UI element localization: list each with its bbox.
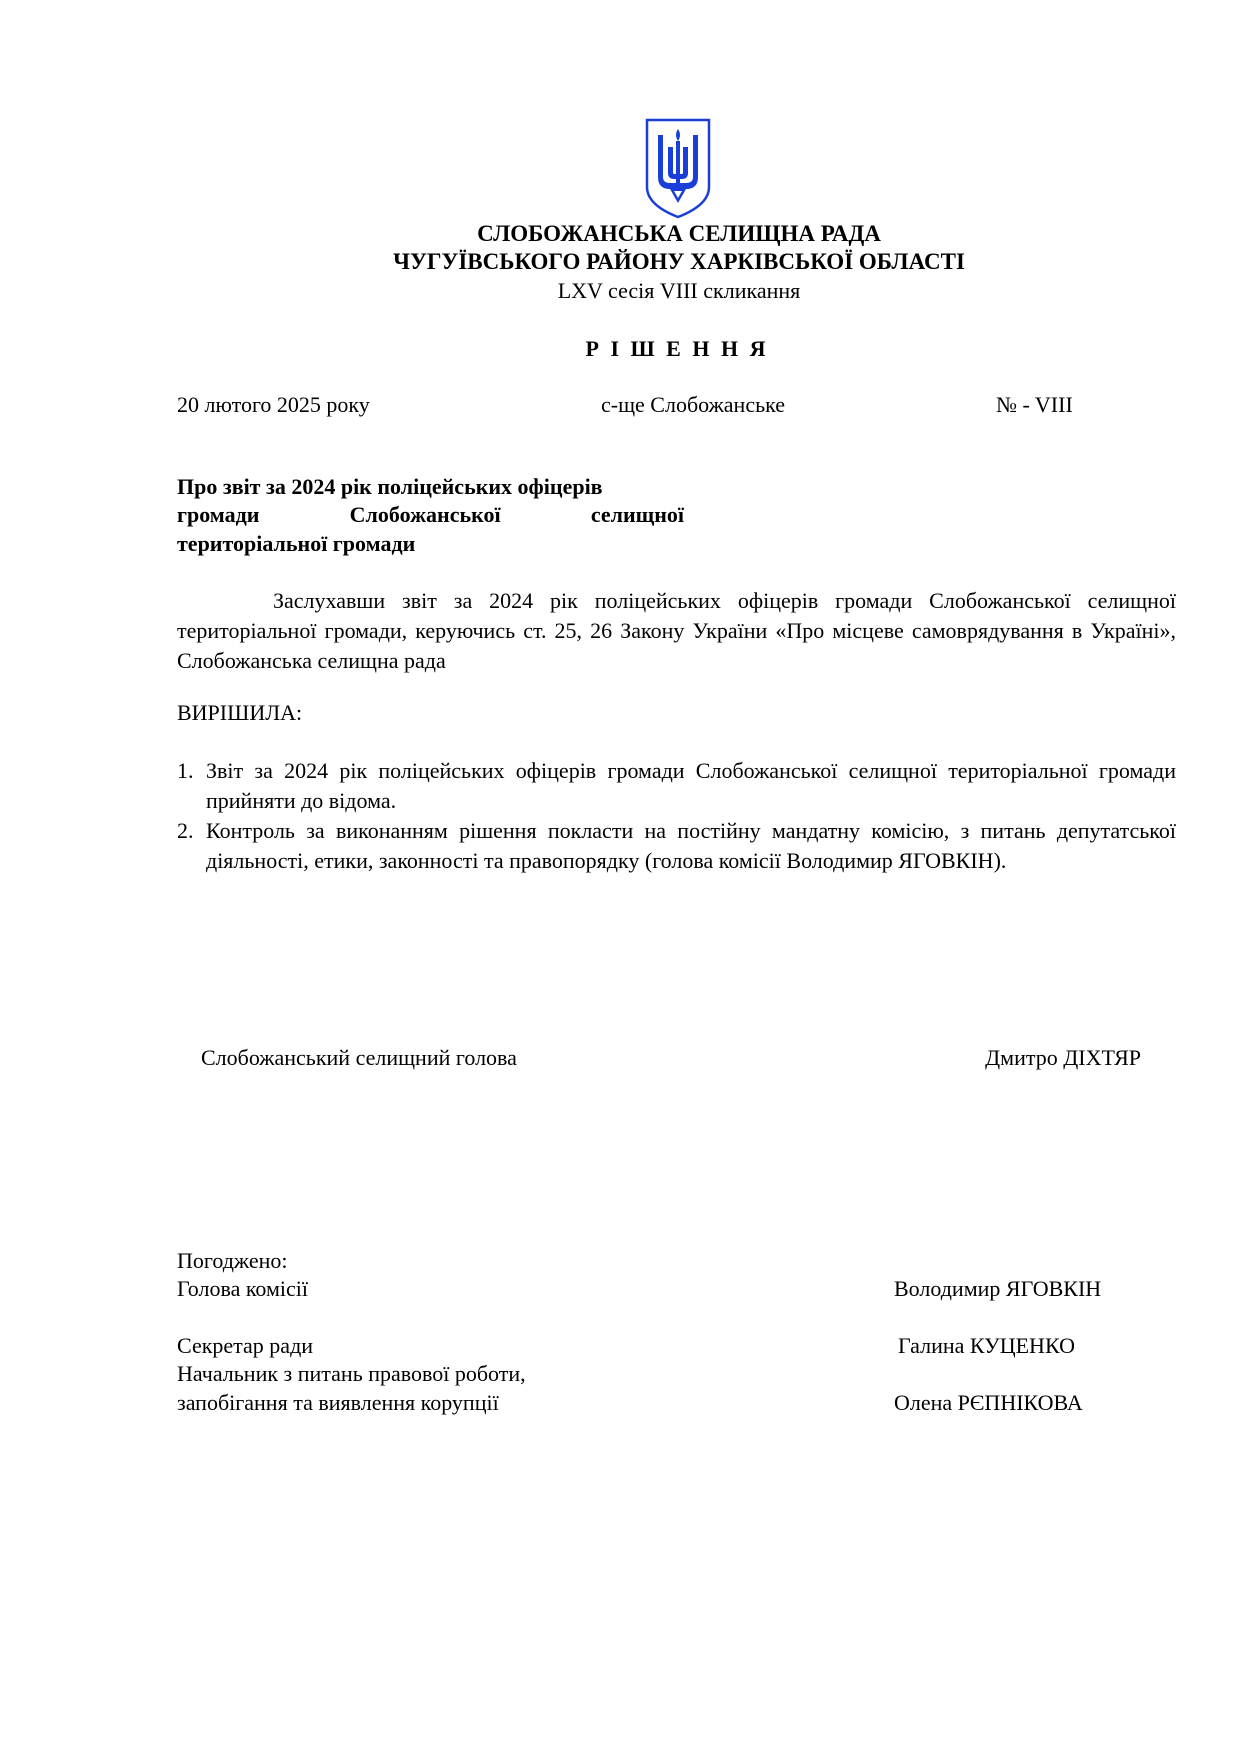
subject-line-1: Про звіт за 2024 рік поліцейських офіцерів	[177, 474, 603, 499]
document-place: с-ще Слобожанське	[601, 392, 786, 417]
approver-role: Начальник з питань правової роботи,	[177, 1361, 526, 1386]
approver-name: Галина КУЦЕНКО	[898, 1333, 1075, 1358]
list-item-text: Звіт за 2024 рік поліцейських офіцерів громади Слобожанської селищної територіальної громади прийняти до відома.	[206, 758, 1176, 813]
preamble-text: Заслухавши звіт за 2024 рік поліцейських офіцерів громади Слобожанської селищної територіальної громади, керуючись ст. 25, 26 Закону України «Про місцеве самоврядування в Україні», Слобожанська селищна рада	[177, 588, 1176, 673]
subject-line-3: територіальної громади	[177, 531, 416, 556]
approver-role: запобігання та виявлення корупції	[177, 1390, 499, 1415]
document-title: Р І Ш Е Н Н Я	[585, 336, 769, 361]
decided-heading: ВИРІШИЛА:	[177, 700, 303, 725]
signatory-position: Слобожанський селищний голова	[201, 1045, 517, 1070]
ukraine-trident-emblem-icon	[644, 117, 712, 219]
decision-list	[177, 756, 1176, 876]
list-item-number: 1.	[177, 758, 194, 783]
list-item-text: Контроль за виконанням рішення покласти на постійну мандатну комісію, з питань депутатської діяльності, етики, законності та правопорядку (голова комісії Володимир ЯГОВКІН).	[206, 818, 1176, 873]
approver-name: Володимир ЯГОВКІН	[894, 1276, 1102, 1301]
list-item-number: 2.	[177, 818, 194, 843]
preamble-paragraph	[177, 586, 1176, 676]
document-date: 20 лютого 2025 року	[177, 392, 370, 417]
subject-word: громади	[177, 502, 260, 527]
session-line: LXV сесія VIII скликання	[557, 278, 801, 303]
approver-name: Олена РЄПНІКОВА	[894, 1390, 1083, 1415]
subject-line-2	[177, 502, 684, 528]
council-region: ЧУГУЇВСЬКОГО РАЙОНУ ХАРКІВСЬКОЇ ОБЛАСТІ	[393, 249, 965, 274]
signatory-name: Дмитро ДІХТЯР	[985, 1045, 1141, 1070]
list-item	[177, 816, 1176, 876]
approvals-heading: Погоджено:	[177, 1248, 288, 1273]
council-name: СЛОБОЖАНСЬКА СЕЛИЩНА РАДА	[477, 221, 881, 246]
approver-role: Голова комісії	[177, 1276, 309, 1301]
subject-word: селищної	[590, 502, 684, 527]
subject-word: Слобожанської	[349, 502, 501, 527]
list-item	[177, 756, 1176, 816]
approver-role: Секретар ради	[177, 1333, 314, 1358]
document-number: № - VIII	[996, 392, 1073, 417]
